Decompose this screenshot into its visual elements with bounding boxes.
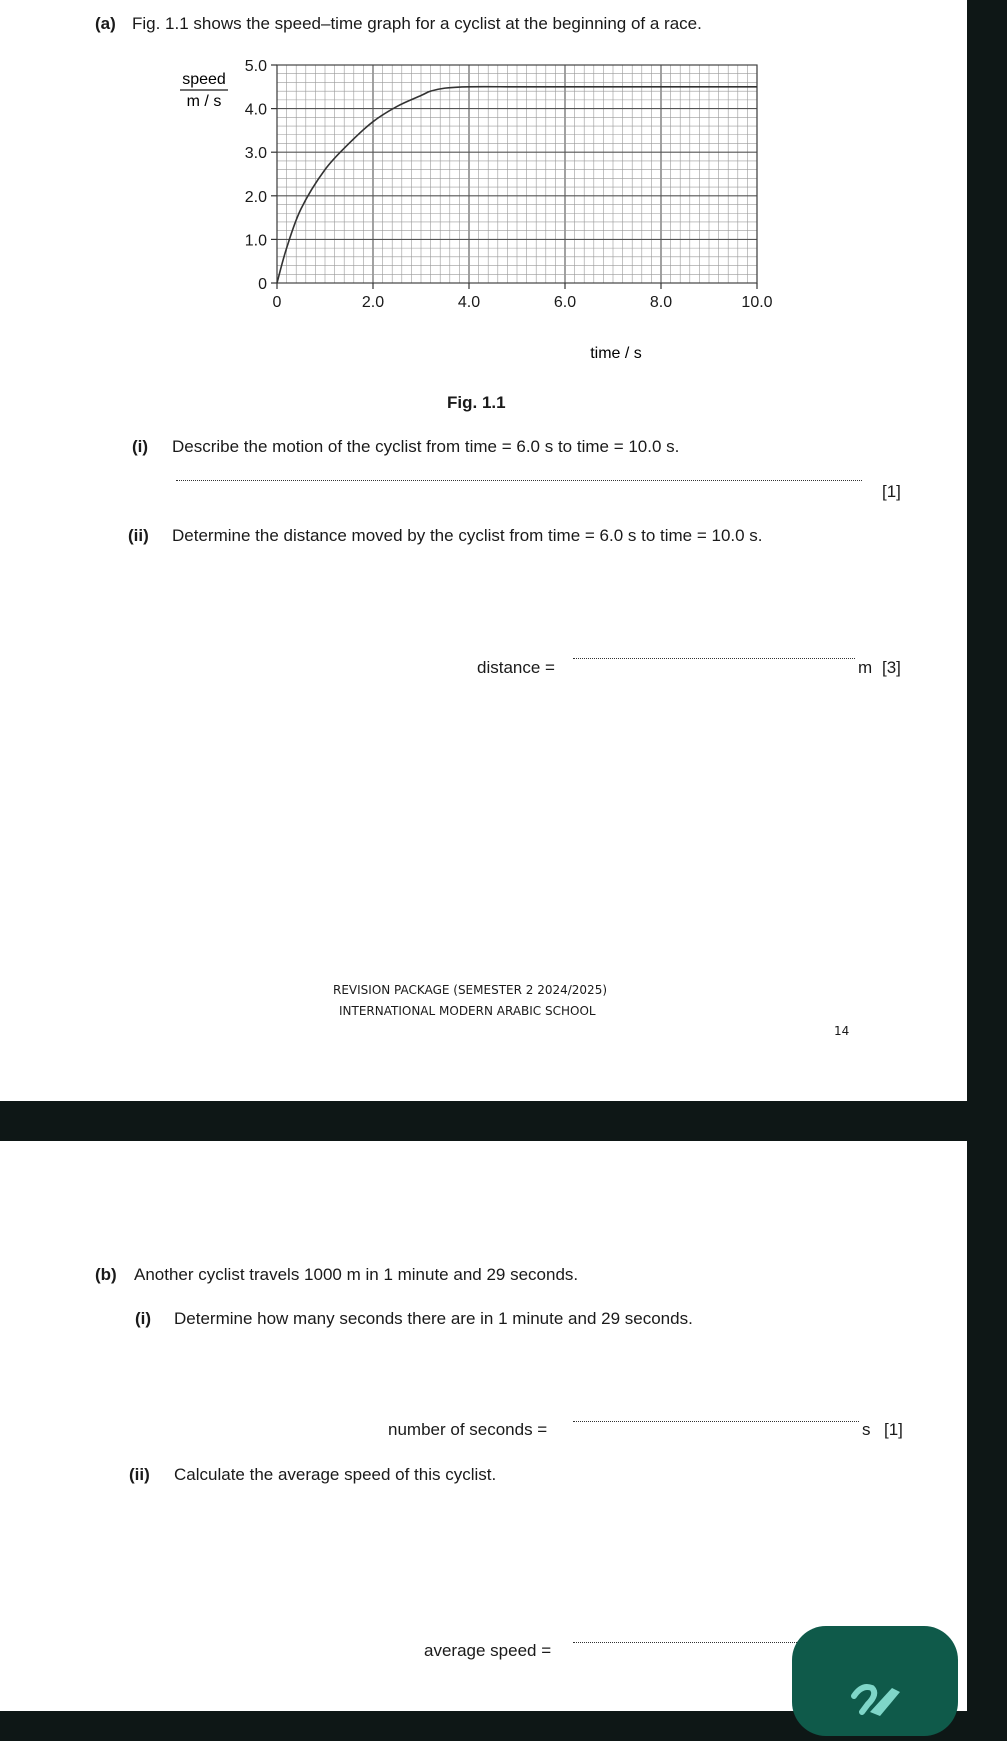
- footer-line-2: INTERNATIONAL MODERN ARABIC SCHOOL: [339, 1004, 596, 1018]
- y-tick-label: 0: [258, 276, 267, 293]
- page-number: 14: [834, 1024, 850, 1038]
- part-a-label: (a): [95, 14, 116, 33]
- x-tick-label: 8.0: [649, 294, 673, 311]
- viewer-background: [967, 0, 1007, 1711]
- x-axis-label: time / s: [590, 345, 642, 362]
- seconds-answer-label: number of seconds =: [388, 1420, 548, 1439]
- question-b-i-label: (i): [135, 1309, 152, 1328]
- y-axis-label-bottom: m / s: [186, 93, 222, 110]
- x-tick-label: 6.0: [553, 294, 577, 311]
- speed-answer-field[interactable]: [573, 1642, 803, 1643]
- speed-time-graph: [160, 52, 800, 372]
- annotate-button[interactable]: [792, 1626, 958, 1736]
- distance-unit: m: [858, 658, 873, 677]
- chart-grid: [277, 65, 757, 283]
- y-tick-label: 4.0: [244, 101, 267, 119]
- y-tick-label: 1.0: [244, 232, 267, 250]
- question-a-i-label: (i): [132, 437, 149, 456]
- distance-answer-label: distance =: [477, 658, 555, 677]
- seconds-answer-field[interactable]: [573, 1421, 859, 1422]
- question-b-ii-label: (ii): [129, 1465, 150, 1484]
- y-axis-label-top: speed: [182, 71, 226, 88]
- y-tick-label: 3.0: [244, 145, 267, 163]
- part-b-intro: Another cyclist travels 1000 m in 1 minute and 29 seconds.: [134, 1265, 579, 1284]
- x-tick-label: 0: [272, 294, 282, 311]
- part-a-intro: Fig. 1.1 shows the speed–time graph for a cyclist at the beginning of a race.: [132, 14, 702, 33]
- answer-line-a-i[interactable]: [176, 480, 862, 481]
- y-tick-label: 2.0: [244, 188, 267, 206]
- question-a-ii-label: (ii): [128, 526, 149, 545]
- speed-answer-label: average speed =: [424, 1641, 552, 1660]
- pencil-icon: [792, 1626, 958, 1736]
- x-tick-label: 10.0: [741, 294, 773, 311]
- marks-a-ii: [3]: [882, 658, 901, 677]
- distance-answer-field[interactable]: [573, 658, 855, 659]
- seconds-unit: s: [862, 1420, 871, 1439]
- question-a-ii-text: Determine the distance moved by the cyclist from time = 6.0 s to time = 10.0 s.: [172, 526, 763, 545]
- chart-labels: [245, 58, 773, 311]
- question-b-i-text: Determine how many seconds there are in 1 minute and 29 seconds.: [174, 1309, 693, 1328]
- marks-b-i: [1]: [884, 1420, 903, 1439]
- question-b-ii-text: Calculate the average speed of this cyclist.: [174, 1465, 497, 1484]
- question-a-i-text: Describe the motion of the cyclist from time = 6.0 s to time = 10.0 s.: [172, 437, 680, 456]
- part-b-label: (b): [95, 1265, 117, 1284]
- figure-caption: Fig. 1.1: [447, 393, 506, 412]
- y-tick-label: 5.0: [244, 58, 267, 75]
- x-tick-label: 4.0: [457, 294, 481, 311]
- marks-a-i: [1]: [882, 482, 901, 501]
- footer-line-1: REVISION PACKAGE (SEMESTER 2 2024/2025): [333, 983, 608, 997]
- x-tick-label: 2.0: [361, 294, 385, 311]
